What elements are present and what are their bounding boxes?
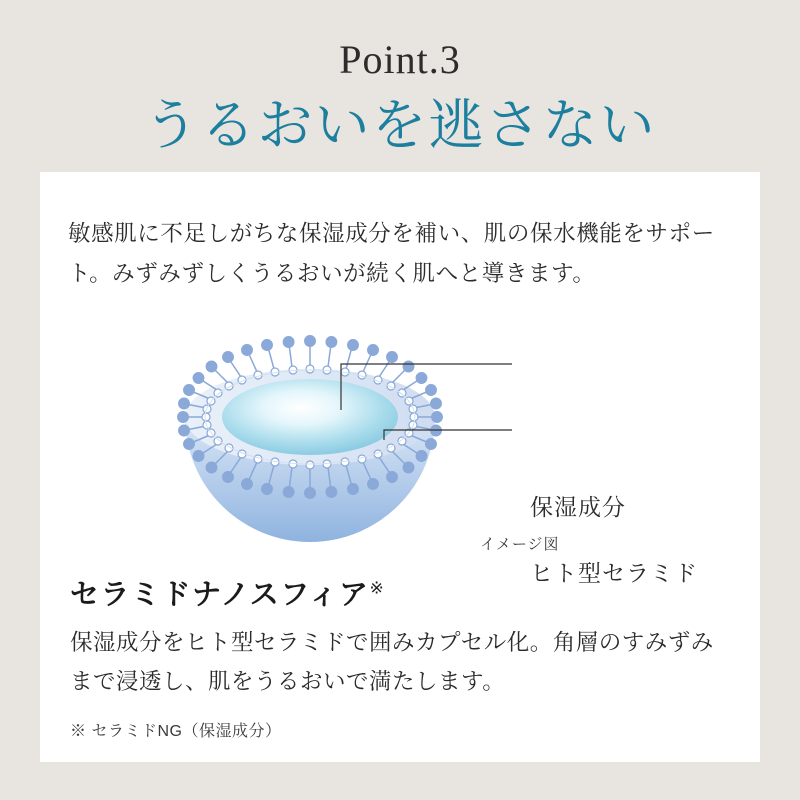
callout-moisture-label: 保湿成分 <box>530 494 626 520</box>
callout-ceramide-label: ヒト型セラミド <box>530 560 698 586</box>
lead-paragraph: 敏感肌に不足しがちな保湿成分を補い、肌の保水機能をサポート。みずみずしくうるおいが続く肌へと導きます。 <box>68 221 715 287</box>
content-card <box>40 172 760 762</box>
nanosphere-illustration <box>60 322 740 592</box>
footnote-marker: ※ <box>369 578 386 598</box>
moisture-core <box>222 379 398 455</box>
body-paragraph: 保湿成分をヒト型セラミドで囲みカプセル化。角層のすみずみまで浸透し、肌をうるおいで満たします。 <box>70 630 714 694</box>
point-label: Point.3 <box>339 37 461 82</box>
image-note: イメージ図 <box>480 536 560 553</box>
page-title: うるおいを逃さない <box>143 94 657 156</box>
footnote-text: ※ セラミドNG（保湿成分） <box>70 723 282 740</box>
page-header <box>0 0 800 172</box>
section-subtitle-text: セラミドナノスフィア <box>70 579 370 611</box>
nanosphere-svg <box>60 322 740 592</box>
section-subtitle <box>70 572 385 613</box>
